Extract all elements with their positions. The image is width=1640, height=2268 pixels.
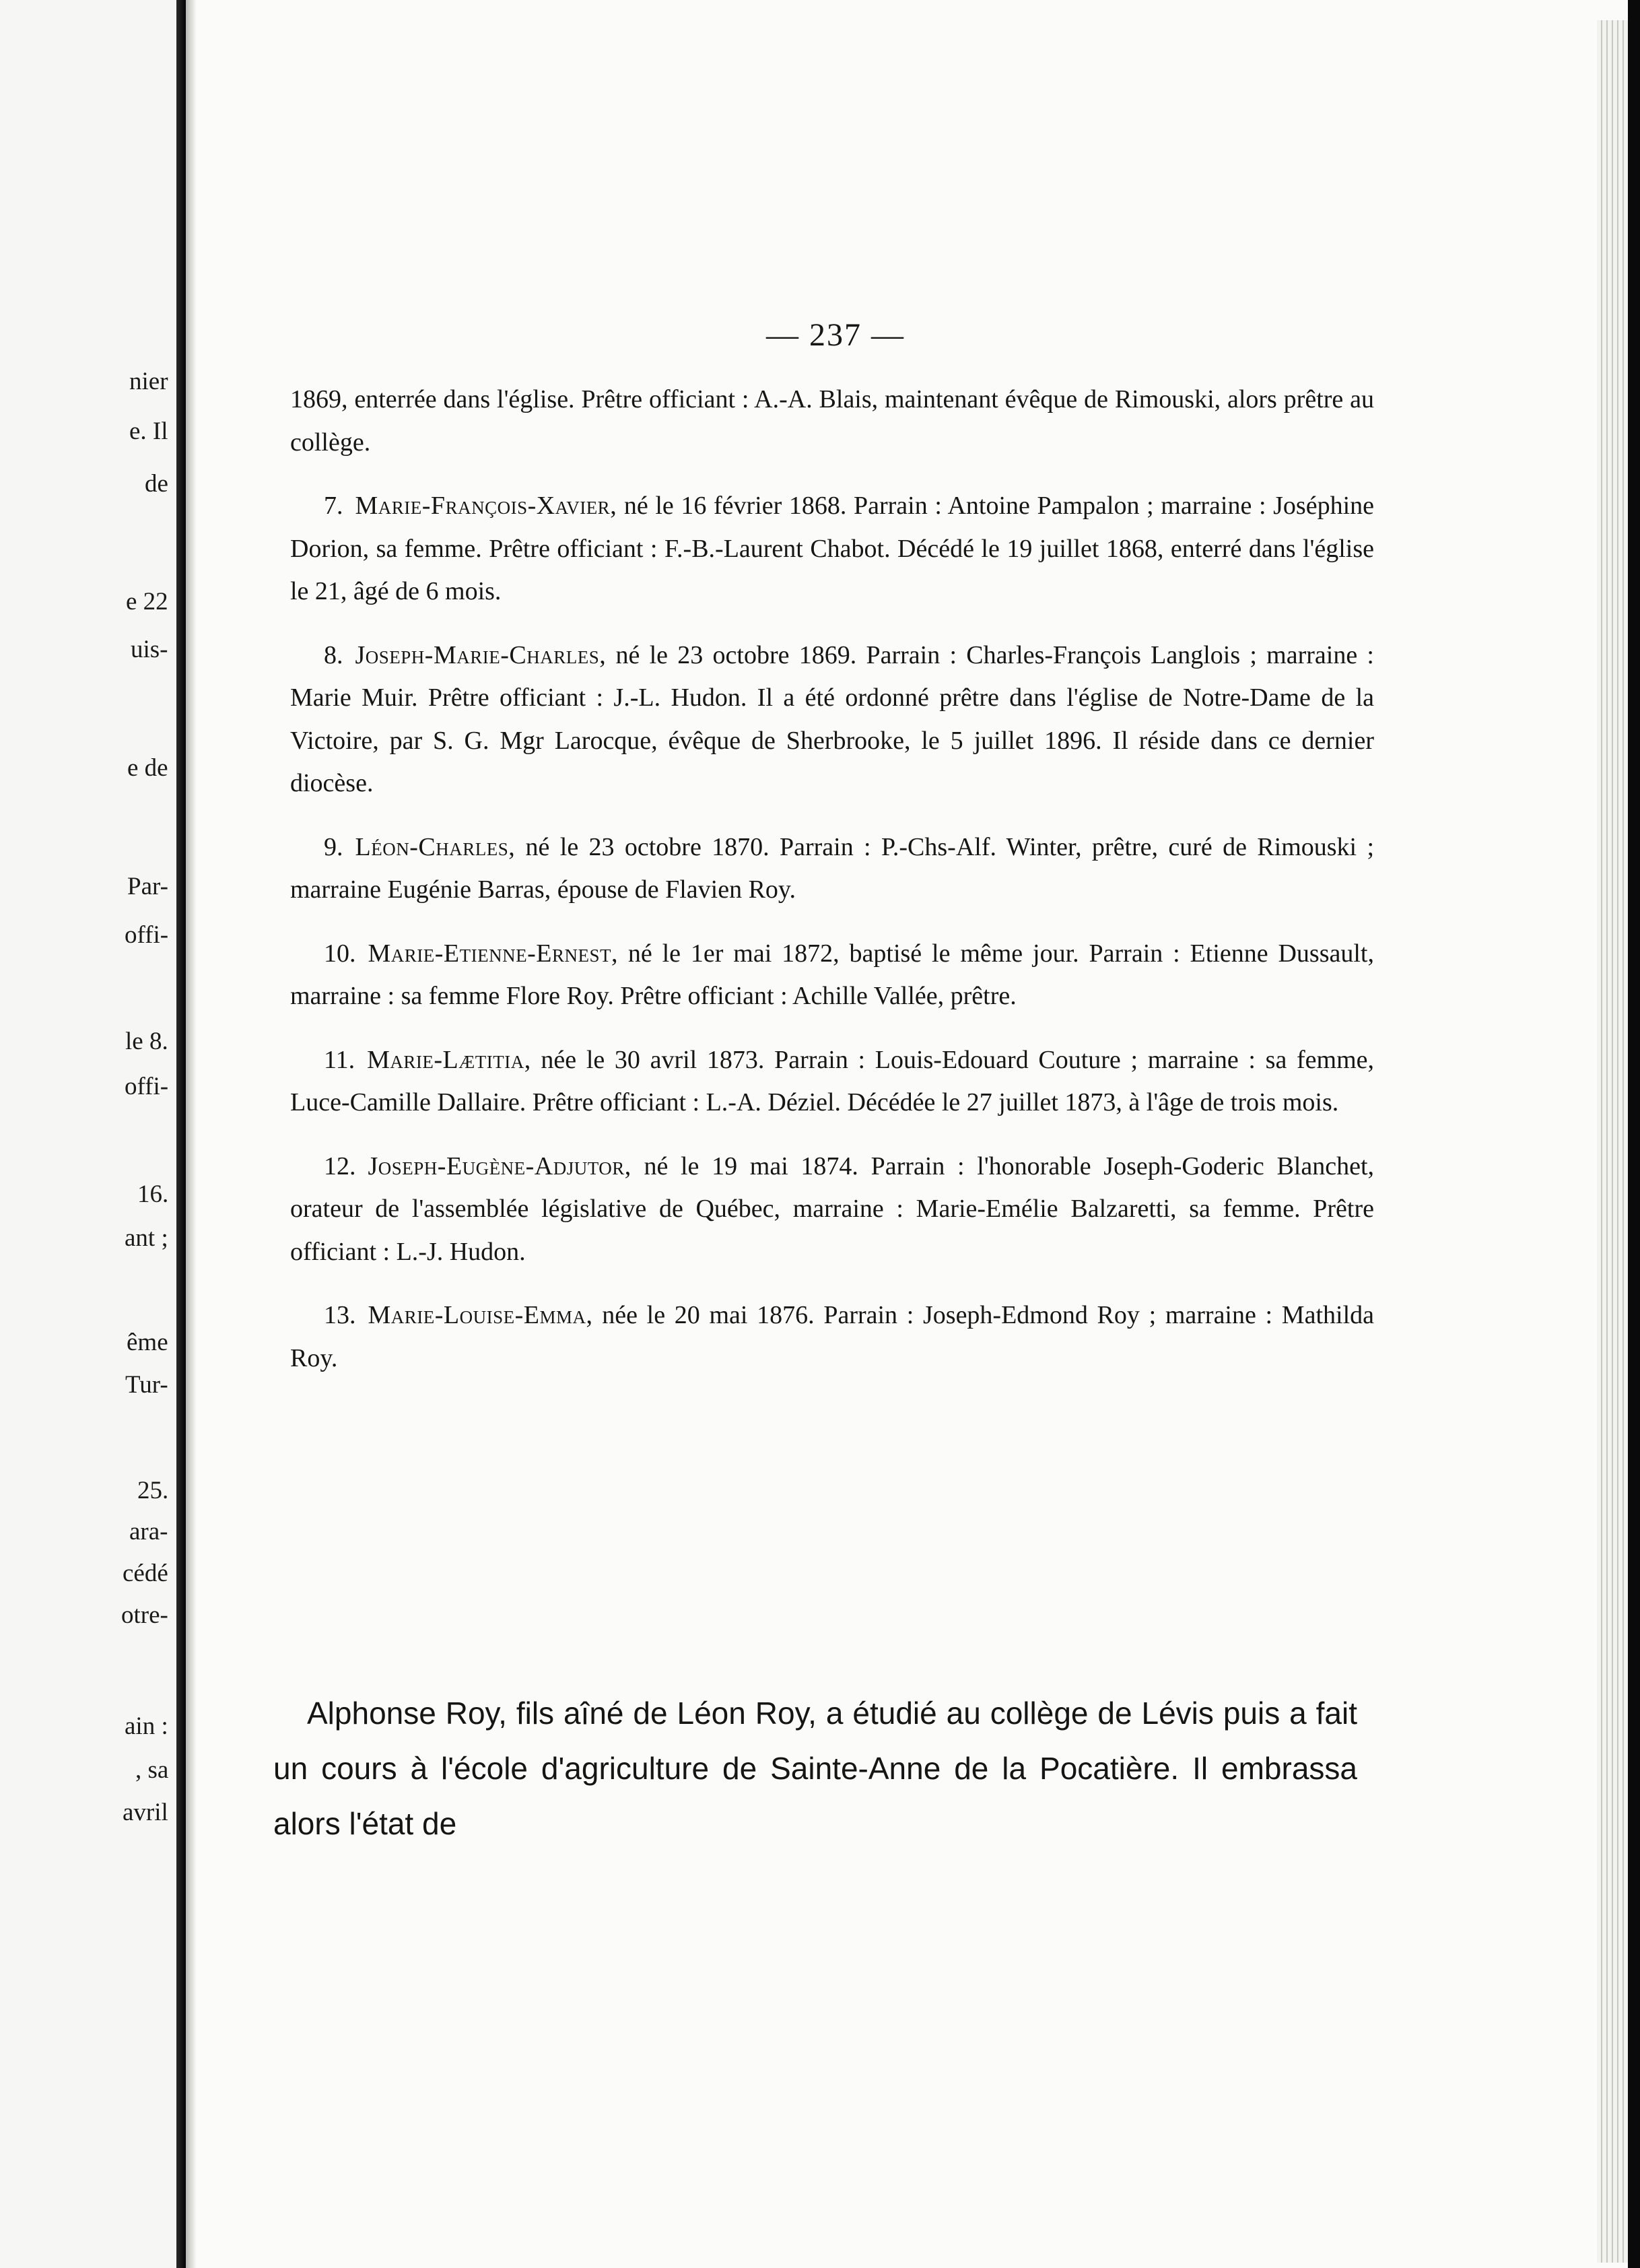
entry-8 — [290, 634, 1374, 805]
entry-name: Léon-Charles, — [355, 832, 516, 861]
entry-text: né le 16 février 1868. Parrain : Antoine Pampalon ; marraine : Joséphine Dorion, sa femme. Prêtre officiant : F.-B.-Laurent Chabot. Décédé le 19 juillet 1868, enterré dans l'église le 21, âgé de 6 mois. — [290, 492, 1374, 605]
facing-page-fragment: , sa — [135, 1756, 169, 1784]
facing-page — [0, 0, 176, 2268]
facing-page-fragment: e 22 — [126, 588, 168, 615]
entry-text: née le 20 mai 1876. Parrain : Joseph-Edmond Roy ; marraine : Mathilda Roy. — [290, 1301, 1374, 1372]
facing-page-fragment: de — [145, 470, 168, 498]
facing-page-fragment: Par- — [127, 873, 168, 900]
facing-page-fragment: otre- — [121, 1601, 168, 1629]
facing-page-fragment: ain : — [125, 1712, 168, 1740]
facing-page-fragment: e de — [127, 754, 168, 782]
entry-13 — [290, 1294, 1374, 1380]
entry-12 — [290, 1145, 1374, 1274]
entry-number: 12. — [324, 1152, 356, 1180]
continuation-text: 1869, enterrée dans l'église. Prêtre officiant : A.-A. Blais, maintenant évêque de Rimouski, alors prêtre au collège. — [290, 385, 1374, 457]
facing-page-fragment: ême — [127, 1329, 168, 1356]
entry-text: né le 1er mai 1872, baptisé le même jour. Parrain : Etienne Dussault, marraine : sa femme Flore Roy. Prêtre officiant : Achille Vallée, prêtre. — [290, 939, 1374, 1010]
closing-paragraph: Alphonse Roy, fils aîné de Léon Roy, a étudié au collège de Lévis puis a fait un cours à l'école d'agriculture de Sainte-Anne de la Pocatière. Il embrassa alors l'état de — [273, 1696, 1357, 1841]
facing-page-fragment: 16. — [137, 1180, 169, 1208]
book-page — [186, 0, 1628, 2268]
entry-name: Marie-Lætitia, — [367, 1045, 531, 1074]
facing-page-fragment: offi- — [125, 921, 169, 949]
entry-number: 11. — [324, 1045, 355, 1074]
entry-7 — [290, 485, 1374, 613]
entry-number: 9. — [324, 832, 343, 861]
entry-11 — [290, 1039, 1374, 1125]
entry-number: 13. — [324, 1301, 356, 1329]
facing-page-fragment: e. Il — [129, 418, 168, 445]
entry-number: 7. — [324, 492, 343, 520]
entry-name: Joseph-Marie-Charles, — [355, 640, 607, 669]
entry-name: Marie-François-Xavier, — [355, 492, 617, 520]
entry-text: née le 30 avril 1873. Parrain : Louis-Edouard Couture ; marraine : sa femme, Luce-Camille Dallaire. Prêtre officiant : L.-A. Déziel. Décédée le 27 juillet 1873, à l'âge de trois mois. — [290, 1045, 1374, 1116]
facing-page-fragment: le 8. — [125, 1028, 168, 1055]
entry-name: Marie-Louise-Emma, — [368, 1301, 593, 1329]
facing-page-fragment: cédé — [123, 1560, 168, 1587]
page-edges — [1597, 20, 1628, 2263]
entry-text: né le 23 octobre 1870. Parrain : P.-Chs-Alf. Winter, prêtre, curé de Rimouski ; marraine Eugénie Barras, épouse de Flavien Roy. — [290, 832, 1374, 904]
entry-text: né le 19 mai 1874. Parrain : l'honorable Joseph-Goderic Blanchet, orateur de l'assemblée législative de Québec, marraine : Marie-Emélie Balzaretti, sa femme. Prêtre officiant : L.-J. Hudon. — [290, 1152, 1374, 1266]
entry-number: 8. — [324, 640, 343, 669]
facing-page-fragment: Tur- — [125, 1371, 168, 1399]
facing-page-fragment: 25. — [137, 1477, 169, 1504]
baptism-entries — [290, 378, 1374, 1401]
entry-10 — [290, 933, 1374, 1018]
entry-name: Marie-Etienne-Ernest, — [368, 939, 618, 968]
facing-page-fragment: ant ; — [125, 1224, 168, 1252]
entry-name: Joseph-Eugène-Adjutor, — [368, 1152, 631, 1180]
page-number: — 237 — — [766, 317, 905, 353]
facing-page-fragment: avril — [123, 1799, 168, 1826]
entry-number: 10. — [324, 939, 356, 968]
book-spine — [176, 0, 186, 2268]
facing-page-fragment: ara- — [129, 1518, 168, 1545]
entry-9 — [290, 826, 1374, 912]
facing-page-fragment: offi- — [125, 1073, 169, 1100]
facing-page-fragment: uis- — [131, 636, 168, 663]
entry-text: né le 23 octobre 1869. Parrain : Charles-François Langlois ; marraine : Marie Muir. Prêtre officiant : J.-L. Hudon. Il a été ordonné prêtre dans l'église de Notre-Dame de la Victoire, par S. G. Mgr Larocque, évêque de Sherbrooke, le 5 juillet 1896. Il réside dans ce dernier diocèse. — [290, 640, 1374, 797]
facing-page-fragment: nier — [129, 368, 168, 395]
